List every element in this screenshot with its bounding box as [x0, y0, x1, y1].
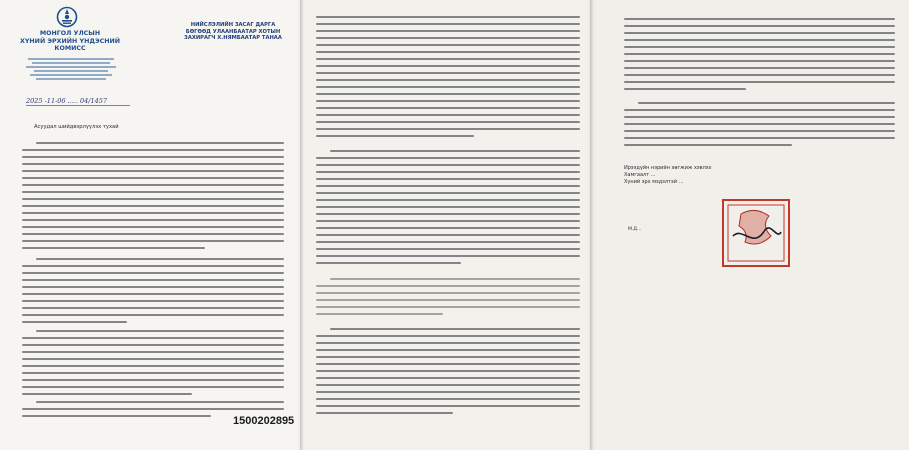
org-title-line: ХҮНИЙ ЭРХИЙН ҮНДЭСНИЙ — [20, 37, 120, 45]
official-stamp-icon — [719, 196, 793, 270]
body-paragraph-8 — [300, 328, 590, 419]
recipient-line: ЗАХИРАГЧ Х.НЯМБААТАР ТАНАА — [184, 35, 282, 41]
signatory-line: Хүний эрх мэдэлтэй ... — [624, 179, 684, 185]
subject-line: Асуудал шийдвэрлүүлэх тухай — [34, 124, 119, 130]
signatory-line: Ирээдүйн нэрийн хөгжиж хэвлэх — [624, 165, 712, 171]
recipient-line: НИЙСЛЭЛИЙН ЗАСАГ ДАРГА — [190, 22, 276, 28]
body-paragraph-7 — [300, 278, 590, 320]
body-paragraph-3 — [0, 330, 300, 400]
body-paragraph-9 — [590, 18, 909, 95]
recipient-block — [178, 22, 288, 42]
org-title-line: КОМИСС — [54, 45, 86, 52]
body-paragraph-2 — [0, 258, 300, 328]
signatory-line: Хамгаалт ... — [624, 172, 656, 178]
body-paragraph-6 — [300, 150, 590, 269]
body-paragraph-1 — [0, 142, 300, 254]
org-title-line: МОНГОЛ УЛСЫН — [39, 30, 101, 37]
document-number: 1500202895 — [233, 415, 295, 427]
document-page-3 — [590, 0, 909, 450]
document-page-1 — [0, 0, 300, 450]
date-reference: 2025 -11-06 ..... 04/1457 — [26, 97, 130, 106]
organization-name — [18, 30, 122, 53]
body-paragraph-10 — [590, 102, 909, 151]
soyombo-logo-icon — [54, 6, 80, 28]
body-paragraph-5 — [300, 16, 590, 142]
organization-address — [22, 56, 120, 82]
recipient-line: БӨГӨӨД УЛААНБААТАР ХОТЫН — [185, 28, 281, 35]
signature-caption: М.Д... — [628, 227, 642, 232]
document-page-2 — [300, 0, 590, 450]
signatory-title — [624, 165, 754, 186]
